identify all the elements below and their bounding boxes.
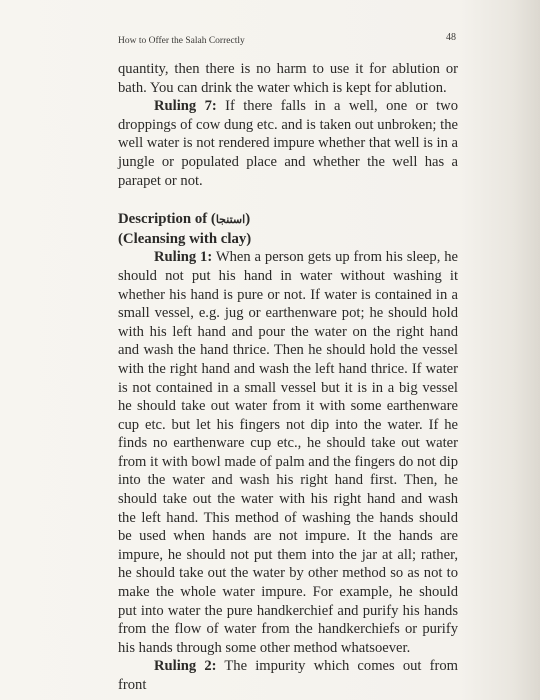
section-heading-suffix: ) xyxy=(245,211,251,228)
page-body xyxy=(118,60,458,695)
paragraph-continuation: quantity, then there is no harm to use it for ablution or bath. You can drink the water which is kept for ablution. xyxy=(118,61,458,96)
page-number: 48 xyxy=(446,32,456,43)
section-gap xyxy=(118,190,458,210)
ruling-1-label: Ruling 1: xyxy=(154,249,213,266)
ruling-7-label: Ruling 7: xyxy=(154,98,217,115)
ruling-1-text: When a person gets up from his sleep, he should not put his hand in water without washing it whether his hand is pure or not. If water is contained in a small vessel, e.g. jug or earthenware pot; he should hold with his left hand and pour the water on the right hand and wash the hand thrice. Then he should hold the vessel with the right hand and wash the left hand thrice. If water is not contained in a small vessel but it is in a big vessel he should take out water from it with some earthenware cup etc. but let his fingers not dip into the water. If he finds no earthenware cup etc., he should take out water from it with bowl made of palm and the fingers do not dip into the water and wash his right hand first. Then, he should take out the water with his right hand and wash the left hand. This method of washing the hands should be used when hands are not impure. It the hands are impure, he should not put them into the jar at all; rather, he should take out the water by other method so as not to make the whole water impure. For example, he should put into water the pure handkerchief and purify his hands from the flow of water from the handkerchiefs or purify his hands through some other method whatsoever. xyxy=(118,249,458,656)
ruling-2-text: The impurity which comes out from front xyxy=(118,658,459,693)
section-heading xyxy=(118,210,458,230)
ruling-1-paragraph xyxy=(118,248,458,657)
ruling-2-label: Ruling 2: xyxy=(154,658,217,675)
section-subheading: (Cleansing with clay) xyxy=(118,230,252,247)
section-heading-prefix: Description of ( xyxy=(118,211,216,228)
section-heading-arabic: استنجا xyxy=(215,214,246,227)
ruling-7-paragraph xyxy=(118,97,458,190)
ruling-7-text: If there falls in a well, one or two droppings of cow dung etc. and is taken out unbroken; the well water is not rendered impure whether that well is in a jungle or populated place and whether the well has a parapet or not. xyxy=(118,98,459,189)
ruling-2-paragraph xyxy=(118,657,458,694)
running-title: How to Offer the Salah Correctly xyxy=(118,36,245,46)
